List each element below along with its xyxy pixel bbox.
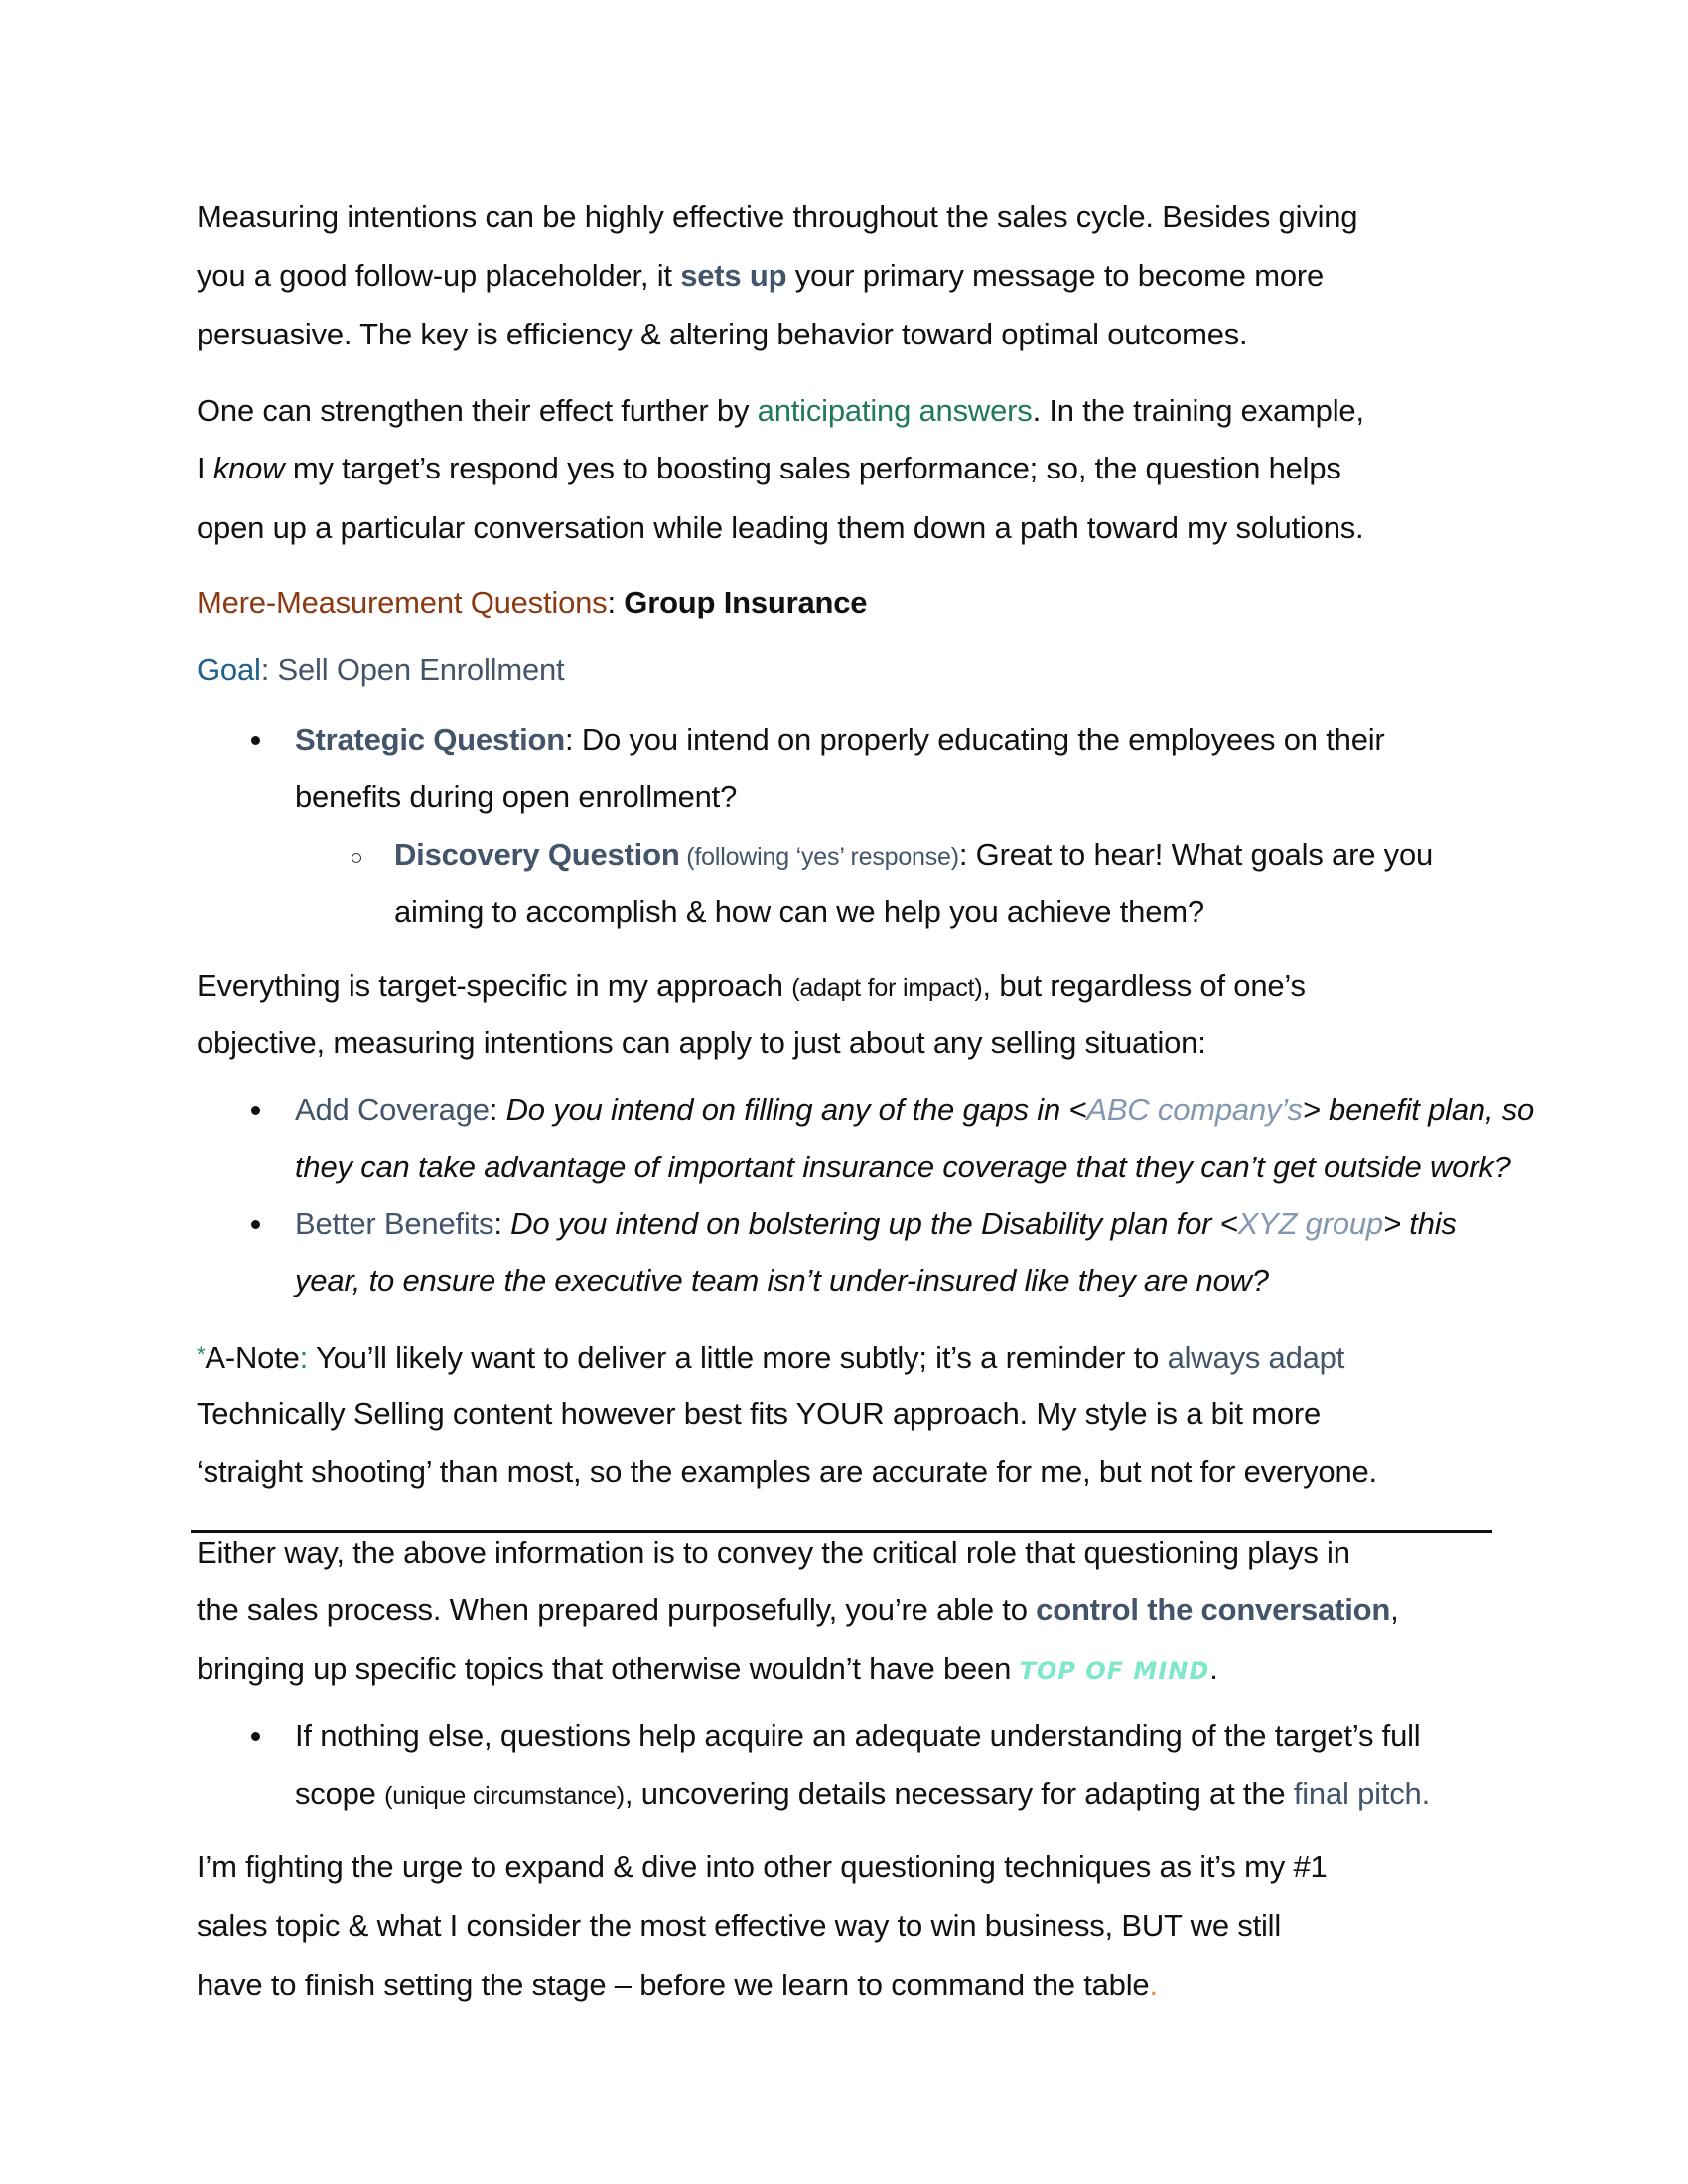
text-line: they can take advantage of important insurance coverage that they can’t get outside work? (295, 1150, 1511, 1184)
text-line (197, 1335, 1344, 1378)
text-line: sales topic & what I consider the most effective way to win business, BUT we still (197, 1908, 1282, 1943)
text-span: Do you intend on filling any of the gaps in < (505, 1092, 1087, 1127)
section-heading (197, 583, 867, 622)
orange-period: . (1149, 1968, 1158, 2002)
text-span: , uncovering details necessary for adapting at the (624, 1776, 1294, 1811)
text-line (197, 1649, 1218, 1691)
text-line (394, 835, 1433, 877)
note-colon: : (299, 1340, 309, 1375)
goal-separator: : (260, 652, 278, 687)
emphasis-know: know (212, 451, 285, 485)
text-span: scope (295, 1776, 385, 1811)
text-span: . In the training example, (1032, 393, 1364, 428)
placeholder-company: ABC company’s (1086, 1092, 1303, 1127)
text-line (197, 449, 1341, 488)
emphasis-control-conversation: control the conversation (1036, 1592, 1391, 1627)
text-span: my target’s respond yes to boosting sales performance; so, the question helps (284, 451, 1341, 485)
emphasis-anticipating-answers: anticipating answers (757, 393, 1033, 428)
text-line (295, 1090, 1534, 1130)
text-span: you a good follow-up placeholder, it (197, 258, 681, 293)
placeholder-group: XYZ group (1237, 1206, 1383, 1241)
text-line: open up a particular conversation while leading them down a path toward my solutions. (197, 510, 1364, 545)
text-line: benefits during open enrollment? (295, 779, 738, 814)
text-line: Measuring intentions can be highly effective throughout the sales cycle. Besides giving (197, 200, 1358, 234)
text-line: If nothing else, questions help acquire an adequate understanding of the target’s full (295, 1718, 1421, 1753)
text-span: You’ll likely want to deliver a little more subtly; it’s a reminder to (308, 1340, 1168, 1375)
text-line (197, 1966, 1158, 2005)
bullet-icon (251, 1220, 260, 1229)
discovery-label: Discovery Question (394, 837, 680, 872)
heading-topic: Group Insurance (624, 585, 868, 619)
text-line (295, 1774, 1430, 1816)
text-line (197, 391, 1364, 431)
goal-label: Goal (197, 652, 261, 687)
note-label: A-Note (205, 1340, 300, 1375)
discovery-note: (following ‘yes’ response) (679, 843, 959, 871)
text-span: have to finish setting the stage – before we learn to command the table (197, 1968, 1150, 2002)
text-span: > benefit plan, so (1302, 1092, 1535, 1127)
text-line (197, 966, 1306, 1008)
text-line: I’m fighting the urge to expand & dive into other questioning techniques as it’s my #1 (197, 1849, 1328, 1884)
text-span: Everything is target-specific in my approach (197, 968, 792, 1003)
example-label: Add Coverage (295, 1092, 490, 1127)
heading-separator: : (607, 585, 625, 619)
text-span: the sales process. When prepared purposefully, you’re able to (197, 1592, 1037, 1627)
goal-line (197, 650, 564, 690)
text-span: , (1390, 1592, 1399, 1627)
text-span: : (493, 1206, 511, 1241)
text-span: : Great to hear! What goals are you (958, 837, 1434, 872)
text-span: bringing up specific topics that otherwise wouldn’t have been (197, 1651, 1020, 1686)
hollow-bullet-icon (352, 853, 361, 863)
example-label: Better Benefits (295, 1206, 494, 1241)
text-span: . (1421, 1776, 1431, 1811)
text-line: ‘straight shooting’ than most, so the examples are accurate for me, but not for everyone. (197, 1454, 1377, 1489)
bullet-icon (251, 1106, 260, 1115)
text-line: persuasive. The key is efficiency & altering behavior toward optimal outcomes. (197, 317, 1248, 351)
strategic-label: Strategic Question (295, 722, 566, 756)
text-span: . (1209, 1651, 1218, 1686)
emphasis-top-of-mind: TOP OF MIND (1019, 1657, 1210, 1685)
text-line: Technically Selling content however best fits YOUR approach. My style is a bit more (197, 1396, 1322, 1431)
text-line: objective, measuring intentions can apply to just about any selling situation: (197, 1025, 1206, 1060)
text-line (197, 256, 1324, 296)
bullet-icon (251, 1732, 260, 1741)
heading-label: Mere-Measurement Questions (197, 585, 608, 619)
text-span: : (489, 1092, 506, 1127)
text-span: I (197, 451, 213, 485)
emphasis-sets-up: sets up (680, 258, 787, 293)
text-line (197, 1590, 1399, 1630)
text-line: Either way, the above information is to convey the critical role that questioning plays in (197, 1535, 1350, 1570)
text-span: Do you intend on bolstering up the Disability plan for < (510, 1206, 1238, 1241)
aside-adapt-for-impact: (adapt for impact) (791, 974, 983, 1002)
text-line: year, to ensure the executive team isn’t under-insured like they are now? (295, 1263, 1269, 1297)
text-line (295, 1204, 1457, 1244)
text-line: aiming to accomplish & how can we help you achieve them? (394, 894, 1204, 929)
asterisk-marker: * (197, 1342, 206, 1367)
emphasis-always-adapt: always adapt (1167, 1340, 1345, 1375)
text-span: your primary message to become more (786, 258, 1325, 293)
goal-value: Sell Open Enrollment (277, 652, 565, 687)
text-span: : Do you intend on properly educating the employees on their (565, 722, 1385, 756)
aside-unique-circumstance: (unique circumstance) (384, 1782, 625, 1810)
text-line (295, 720, 1385, 759)
bullet-icon (251, 736, 260, 745)
text-span: , but regardless of one’s (982, 968, 1306, 1003)
emphasis-final-pitch: final pitch (1293, 1776, 1422, 1811)
text-span: One can strengthen their effect further by (197, 393, 758, 428)
text-span: > this (1382, 1206, 1457, 1241)
